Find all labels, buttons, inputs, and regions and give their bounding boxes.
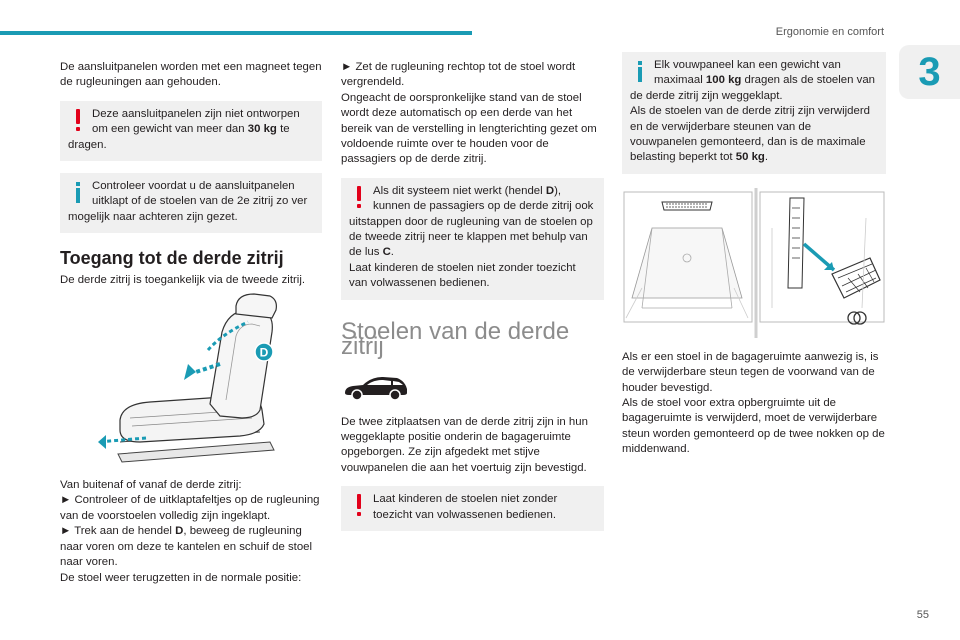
section-title: Ergonomie en comfort	[775, 26, 884, 38]
info-icon	[630, 58, 652, 88]
intro-paragraph: De aansluitpanelen worden met een magneet tegen de rugleuningen aan gehouden.	[60, 61, 322, 89]
info-load-text: Elk vouwpaneel kan een gewicht van maximaal	[654, 59, 841, 87]
seat-illustration	[60, 292, 322, 472]
step-lever-ref: D	[175, 525, 184, 538]
weight-limit: 30 kg	[247, 123, 277, 136]
warning-loop-c: C	[382, 246, 391, 259]
warning-children: Laat kinderen de stoelen niet zonder toezicht van volwassenen bedienen.	[349, 261, 576, 290]
warning-text-end: te dragen.	[68, 123, 290, 151]
chapter-tab	[899, 45, 960, 99]
column-1	[60, 60, 322, 586]
chapter-number: 3	[918, 49, 941, 94]
step-return-seat: De stoel weer terugzetten in de normale positie:	[60, 571, 302, 584]
removable-support-text: Als er een stoel in de bagageruimte aanwezig is, is de verwijderbare steun tegen de voorwand van de houder bevestigd.	[622, 350, 879, 394]
info-load-50: 50 kg	[735, 151, 765, 164]
lever-label-d: D	[259, 345, 269, 360]
heading-access-third-row: Toegang tot de derde zitrij	[60, 248, 284, 269]
step-backrest-upright: ► Zet de rugleuning rechtop tot de stoel wordt vergrendeld.	[341, 61, 576, 89]
warning-lever-d: D	[545, 184, 555, 197]
step-check-tables: ► Controleer of de uitklaptafeltjes op de rugleuning van de voorstoelen volledig zijn ingeklapt.	[60, 494, 320, 522]
warning-icon	[68, 107, 90, 137]
car-silhouette-icon	[341, 373, 411, 403]
luggage-compartment-illustration	[622, 188, 886, 338]
third-row-description: De twee zitplaatsen van de derde zitrij zijn in hun weggeklapte positie onderin de bagageruimte opgeborgen. Ze zijn afgedekt met stijve vouwpanelen die aan het voertuig zijn bevestigd.	[341, 415, 588, 474]
warning-lever-text: Als dit systeem niet werkt (hendel	[373, 184, 546, 197]
warning-icon	[349, 184, 371, 214]
column-2	[341, 60, 604, 531]
info-load-text-2: dragen als de stoelen van de derde zitrij zijn weggeklapt.	[630, 74, 875, 102]
page-number: 55	[916, 609, 929, 621]
header-accent-bar	[0, 31, 472, 35]
access-intro: De derde zitrij is toegankelijk via de tweede zitrij.	[60, 273, 306, 286]
info-load-text-3: Als de stoelen van de derde zitrij zijn verwijderd en de verwijderbare steunen van de vouwpanelen gemonteerd, dan is de maximale belasting beperkt tot	[630, 105, 870, 164]
storage-support-text: Als de stoel voor extra opbergruimte uit de bagageruimte is verwijderd, moet de verwijderbare steun worden gemonteerd op de twee nokken op de middenwand.	[622, 397, 885, 456]
after-figure-text: Van buitenaf of vanaf de derde zitrij:	[60, 479, 242, 492]
warning-lever-end: .	[390, 246, 394, 259]
warning-note-weight	[60, 101, 322, 161]
warning-icon	[349, 492, 371, 522]
warning-lever-text-2: ), kunnen de passagiers op de derde zitrij ook uitstappen door de rugleuning van de stoelen op de tweede zitrij neer te klappen met behulp van de lus	[349, 184, 594, 259]
warning-note-children	[341, 486, 604, 531]
heading-third-row-seats: Stoelen van de derde zitrij	[341, 317, 570, 361]
info-load-100: 100 kg	[705, 74, 742, 87]
auto-position-text: Ongeacht de oorspronkelijke stand van de stoel wordt deze automatisch op een derde van het bereik van de verstelling in lengterichting gezet om voldoende ruimte over te houden voor de passagiers op de derde zitrij.	[341, 91, 597, 166]
info-load-end: .	[764, 151, 769, 164]
info-text: Controleer voordat u de aansluitpanelen uitklapt of de stoelen van de 2e zitrij zo ver mogelijk naar achteren zijn gezet.	[68, 180, 308, 223]
warning-children-text: Laat kinderen de stoelen niet zonder toezicht van volwassenen bedienen.	[373, 493, 558, 521]
info-icon	[68, 179, 90, 209]
info-note-load	[622, 52, 886, 174]
warning-note-lever	[341, 178, 604, 300]
warning-text: Deze aansluitpanelen zijn niet ontworpen om een gewicht van meer dan	[92, 107, 300, 136]
column-3	[622, 60, 886, 462]
info-note-position	[60, 173, 322, 233]
step-pull-lever: ► Trek aan de hendel	[60, 525, 176, 538]
step-pull-lever-end: , beweeg de rugleuning naar voren om deze te kantelen en schuif de stoel naar voren.	[60, 525, 313, 569]
